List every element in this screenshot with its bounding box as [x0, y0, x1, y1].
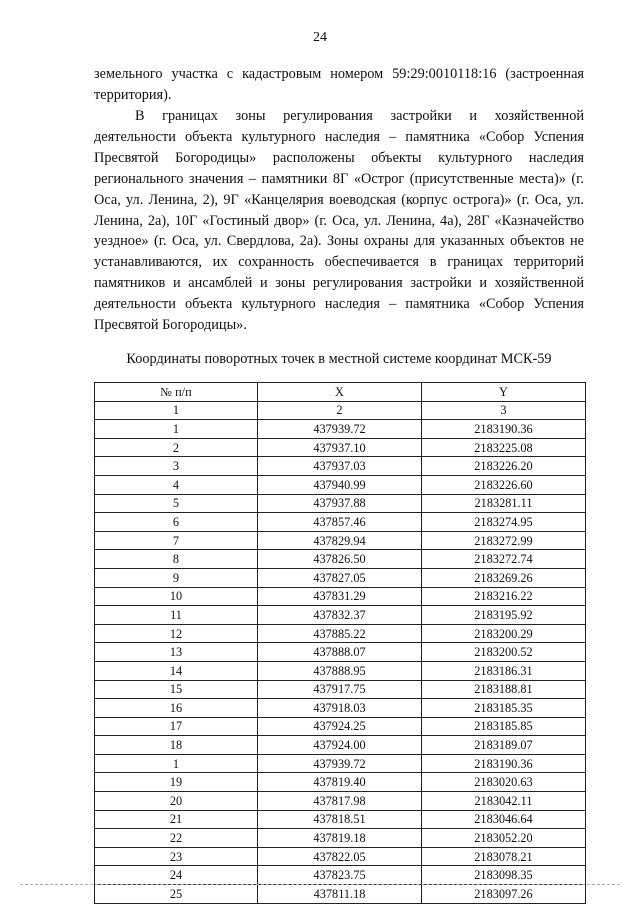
y-coordinate-cell: 2183272.74	[422, 550, 586, 569]
table-row	[95, 810, 586, 829]
y-coordinate-cell: 2183195.92	[422, 606, 586, 625]
page-bottom-divider	[20, 884, 620, 885]
table-row	[95, 438, 586, 457]
x-coordinate-cell: 437937.10	[258, 438, 422, 457]
column-number-row	[95, 401, 586, 420]
y-coordinate-cell: 2183078.21	[422, 847, 586, 866]
table-row	[95, 792, 586, 811]
table-row	[95, 550, 586, 569]
x-coordinate-cell: 437888.95	[258, 661, 422, 680]
table-row	[95, 457, 586, 476]
x-coordinate-cell: 437924.25	[258, 717, 422, 736]
x-coordinate-cell: 437822.05	[258, 847, 422, 866]
column-number: 1	[95, 401, 258, 420]
point-number-cell: 11	[95, 606, 258, 625]
table-row	[95, 587, 586, 606]
x-coordinate-cell: 437817.98	[258, 792, 422, 811]
y-coordinate-cell: 2183052.20	[422, 829, 586, 848]
table-row	[95, 643, 586, 662]
table-row	[95, 568, 586, 587]
table-row	[95, 680, 586, 699]
y-coordinate-cell: 2183186.31	[422, 661, 586, 680]
x-coordinate-cell: 437937.88	[258, 494, 422, 513]
table-row	[95, 475, 586, 494]
point-number-cell: 24	[95, 866, 258, 885]
y-coordinate-cell: 2183042.11	[422, 792, 586, 811]
table-row	[95, 420, 586, 439]
x-coordinate-cell: 437819.18	[258, 829, 422, 848]
point-number-cell: 7	[95, 531, 258, 550]
point-number-cell: 2	[95, 438, 258, 457]
x-coordinate-cell: 437885.22	[258, 624, 422, 643]
point-number-cell: 10	[95, 587, 258, 606]
y-coordinate-cell: 2183281.11	[422, 494, 586, 513]
table-caption: Координаты поворотных точек в местной системе координат МСК-59	[126, 351, 552, 367]
point-number-cell: 18	[95, 736, 258, 755]
point-number-cell: 22	[95, 829, 258, 848]
page-number: 24	[313, 30, 327, 45]
column-number: 3	[422, 401, 586, 420]
y-coordinate-cell: 2183216.22	[422, 587, 586, 606]
coordinates-table	[94, 382, 586, 904]
point-number-cell: 17	[95, 717, 258, 736]
header-number: № п/п	[95, 383, 258, 402]
point-number-cell: 16	[95, 699, 258, 718]
x-coordinate-cell: 437831.29	[258, 587, 422, 606]
point-number-cell: 5	[95, 494, 258, 513]
x-coordinate-cell: 437827.05	[258, 568, 422, 587]
table-row	[95, 885, 586, 904]
point-number-cell: 13	[95, 643, 258, 662]
point-number-cell: 1	[95, 754, 258, 773]
x-coordinate-cell: 437829.94	[258, 531, 422, 550]
x-coordinate-cell: 437818.51	[258, 810, 422, 829]
table-row	[95, 847, 586, 866]
x-coordinate-cell: 437939.72	[258, 754, 422, 773]
table-row	[95, 513, 586, 532]
y-coordinate-cell: 2183046.64	[422, 810, 586, 829]
header-y: Y	[422, 383, 586, 402]
point-number-cell: 21	[95, 810, 258, 829]
x-coordinate-cell: 437826.50	[258, 550, 422, 569]
y-coordinate-cell: 2183190.36	[422, 754, 586, 773]
point-number-cell: 23	[95, 847, 258, 866]
paragraph-continuation: земельного участка с кадастровым номером 59:29:0010118:16 (застроенная территория).	[94, 66, 584, 103]
table-body	[95, 420, 586, 903]
table-header-row	[95, 383, 586, 402]
x-coordinate-cell: 437823.75	[258, 866, 422, 885]
y-coordinate-cell: 2183225.08	[422, 438, 586, 457]
y-coordinate-cell: 2183226.60	[422, 475, 586, 494]
point-number-cell: 14	[95, 661, 258, 680]
y-coordinate-cell: 2183190.36	[422, 420, 586, 439]
point-number-cell: 12	[95, 624, 258, 643]
x-coordinate-cell: 437937.03	[258, 457, 422, 476]
point-number-cell: 1	[95, 420, 258, 439]
y-coordinate-cell: 2183189.07	[422, 736, 586, 755]
x-coordinate-cell: 437832.37	[258, 606, 422, 625]
y-coordinate-cell: 2183185.35	[422, 699, 586, 718]
point-number-cell: 19	[95, 773, 258, 792]
y-coordinate-cell: 2183200.29	[422, 624, 586, 643]
point-number-cell: 4	[95, 475, 258, 494]
table-row	[95, 829, 586, 848]
y-coordinate-cell: 2183020.63	[422, 773, 586, 792]
y-coordinate-cell: 2183188.81	[422, 680, 586, 699]
x-coordinate-cell: 437940.99	[258, 475, 422, 494]
point-number-cell: 15	[95, 680, 258, 699]
table-row	[95, 754, 586, 773]
x-coordinate-cell: 437924.00	[258, 736, 422, 755]
x-coordinate-cell: 437888.07	[258, 643, 422, 662]
paragraph-protection-zone: В границах зоны регулирования застройки и хозяйственной деятельности объекта культурного наследия – памятника «Собор Успения Пресвятой Богородицы» расположены объекты культурного наследия регионального значения – памятники 8Г «Острог (присутственные места)» (г. Оса, ул. Ленина, 2), 9Г «Канцелярия воеводская (корпус острога)» (г. Оса, ул. Ленина, 2а), 10Г «Гостиный двор» (г. Оса, ул. Ленина, 4а), 28Г «Казначейство уездное» (г. Оса, ул. Свердлова, 2а). Зоны охраны для указанных объектов не устанавливаются, их сохранность обеспечивается в границах территорий памятников и ансамблей и зоны регулирования застройки и хозяйственной деятельности объекта культурного наследия – памятника «Собор Успения Пресвятой Богородицы».	[94, 108, 584, 334]
table-row	[95, 494, 586, 513]
y-coordinate-cell: 2183272.99	[422, 531, 586, 550]
table-row	[95, 531, 586, 550]
x-coordinate-cell: 437939.72	[258, 420, 422, 439]
table-row	[95, 736, 586, 755]
header-x: X	[258, 383, 422, 402]
point-number-cell: 8	[95, 550, 258, 569]
x-coordinate-cell: 437811.18	[258, 885, 422, 904]
x-coordinate-cell: 437819.40	[258, 773, 422, 792]
point-number-cell: 3	[95, 457, 258, 476]
y-coordinate-cell: 2183185.85	[422, 717, 586, 736]
table-row	[95, 866, 586, 885]
y-coordinate-cell: 2183200.52	[422, 643, 586, 662]
x-coordinate-cell: 437918.03	[258, 699, 422, 718]
table-row	[95, 606, 586, 625]
x-coordinate-cell: 437917.75	[258, 680, 422, 699]
point-number-cell: 25	[95, 885, 258, 904]
column-number: 2	[258, 401, 422, 420]
y-coordinate-cell: 2183098.35	[422, 866, 586, 885]
y-coordinate-cell: 2183226.20	[422, 457, 586, 476]
table-row	[95, 773, 586, 792]
y-coordinate-cell: 2183269.26	[422, 568, 586, 587]
x-coordinate-cell: 437857.46	[258, 513, 422, 532]
table-row	[95, 661, 586, 680]
table-row	[95, 717, 586, 736]
table-row	[95, 699, 586, 718]
point-number-cell: 20	[95, 792, 258, 811]
point-number-cell: 6	[95, 513, 258, 532]
y-coordinate-cell: 2183274.95	[422, 513, 586, 532]
table-row	[95, 624, 586, 643]
point-number-cell: 9	[95, 568, 258, 587]
y-coordinate-cell: 2183097.26	[422, 885, 586, 904]
